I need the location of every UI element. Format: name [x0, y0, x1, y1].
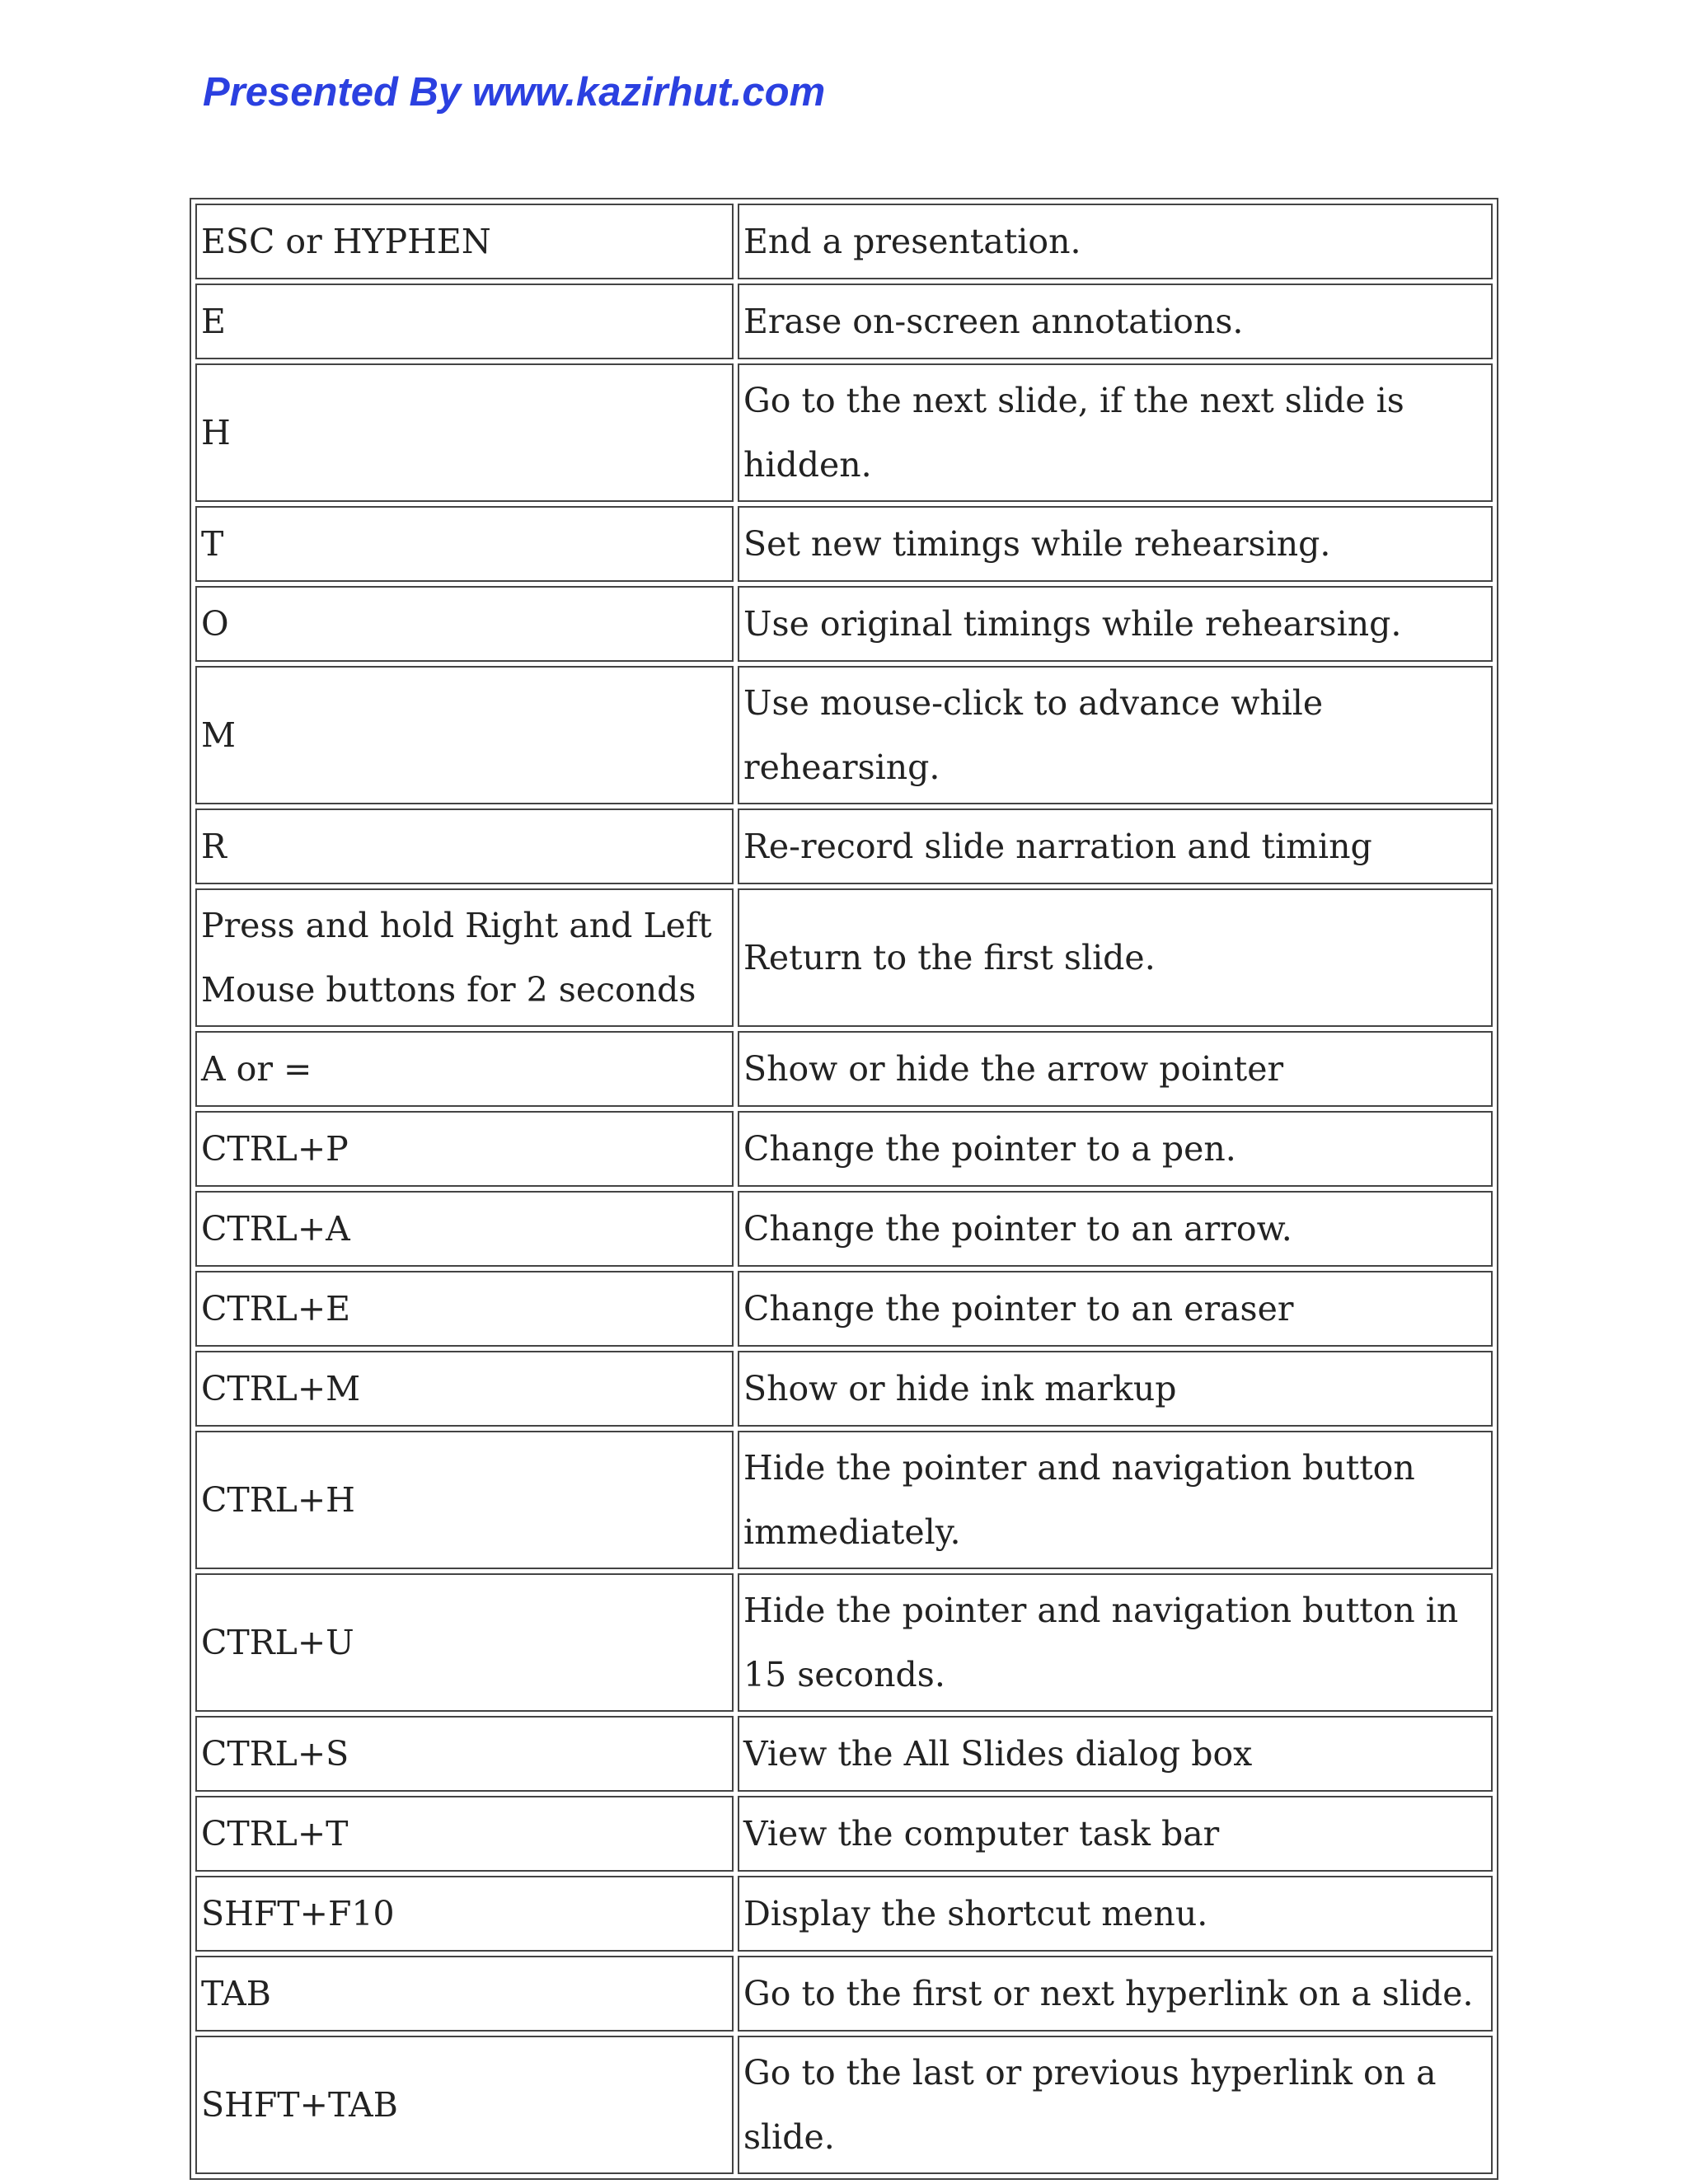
shortcut-key-cell: R [195, 808, 734, 884]
shortcut-key-cell: SHFT+TAB [195, 2036, 734, 2174]
shortcut-action-cell: Change the pointer to an arrow. [738, 1191, 1493, 1267]
shortcut-key-cell: O [195, 586, 734, 662]
table-row [195, 1876, 1493, 1952]
table-row [195, 363, 1493, 502]
table-row [195, 506, 1493, 582]
table-row [195, 1191, 1493, 1267]
shortcut-key-cell: CTRL+P [195, 1111, 734, 1187]
shortcut-key-cell: M [195, 666, 734, 804]
shortcut-action-cell: Go to the next slide, if the next slide is hidden. [738, 363, 1493, 502]
shortcut-action-cell: Display the shortcut menu. [738, 1876, 1493, 1952]
shortcut-action-cell: Go to the first or next hyperlink on a slide. [738, 1956, 1493, 2032]
shortcut-action-cell: Return to the first slide. [738, 888, 1493, 1027]
shortcut-key-cell: A or = [195, 1031, 734, 1107]
shortcut-action-cell: Set new timings while rehearsing. [738, 506, 1493, 582]
table-row [195, 1431, 1493, 1569]
table-row [195, 284, 1493, 359]
shortcut-key-cell: TAB [195, 1956, 734, 2032]
shortcut-action-cell: End a presentation. [738, 204, 1493, 279]
table-row [195, 1031, 1493, 1107]
shortcut-action-cell: Hide the pointer and navigation button immediately. [738, 1431, 1493, 1569]
shortcut-action-cell: Use original timings while rehearsing. [738, 586, 1493, 662]
table-row [195, 1271, 1493, 1347]
shortcut-action-cell: Erase on-screen annotations. [738, 284, 1493, 359]
table-row [195, 586, 1493, 662]
table-row [195, 1956, 1493, 2032]
shortcut-key-cell: Press and hold Right and Left Mouse buttons for 2 seconds [195, 888, 734, 1027]
shortcut-key-cell: H [195, 363, 734, 502]
table-row [195, 204, 1493, 279]
shortcut-key-cell: T [195, 506, 734, 582]
shortcut-key-cell: CTRL+H [195, 1431, 734, 1569]
table-row [195, 808, 1493, 884]
shortcut-table [190, 198, 1498, 2180]
shortcut-action-cell: Show or hide the arrow pointer [738, 1031, 1493, 1107]
shortcut-key-cell: SHFT+F10 [195, 1876, 734, 1952]
shortcut-action-cell: Use mouse-click to advance while rehearsing. [738, 666, 1493, 804]
table-row [195, 1573, 1493, 1712]
shortcut-action-cell: View the All Slides dialog box [738, 1716, 1493, 1792]
shortcut-action-cell: Go to the last or previous hyperlink on a slide. [738, 2036, 1493, 2174]
table-row [195, 1351, 1493, 1427]
shortcut-table-body [195, 204, 1493, 2174]
shortcut-action-cell: Change the pointer to a pen. [738, 1111, 1493, 1187]
table-row [195, 1111, 1493, 1187]
shortcut-key-cell: CTRL+E [195, 1271, 734, 1347]
shortcut-key-cell: CTRL+U [195, 1573, 734, 1712]
shortcut-key-cell: ESC or HYPHEN [195, 204, 734, 279]
shortcut-key-cell: CTRL+T [195, 1796, 734, 1872]
shortcut-action-cell: View the computer task bar [738, 1796, 1493, 1872]
presented-by-header: Presented By www.kazirhut.com [203, 70, 826, 115]
table-row [195, 2036, 1493, 2174]
shortcut-key-cell: CTRL+A [195, 1191, 734, 1267]
shortcut-action-cell: Re-record slide narration and timing [738, 808, 1493, 884]
table-row [195, 1796, 1493, 1872]
shortcut-key-cell: CTRL+M [195, 1351, 734, 1427]
table-row [195, 666, 1493, 804]
table-row [195, 1716, 1493, 1792]
shortcut-key-cell: E [195, 284, 734, 359]
shortcut-action-cell: Show or hide ink markup [738, 1351, 1493, 1427]
table-row [195, 888, 1493, 1027]
shortcut-action-cell: Hide the pointer and navigation button in 15 seconds. [738, 1573, 1493, 1712]
shortcut-action-cell: Change the pointer to an eraser [738, 1271, 1493, 1347]
shortcut-key-cell: CTRL+S [195, 1716, 734, 1792]
